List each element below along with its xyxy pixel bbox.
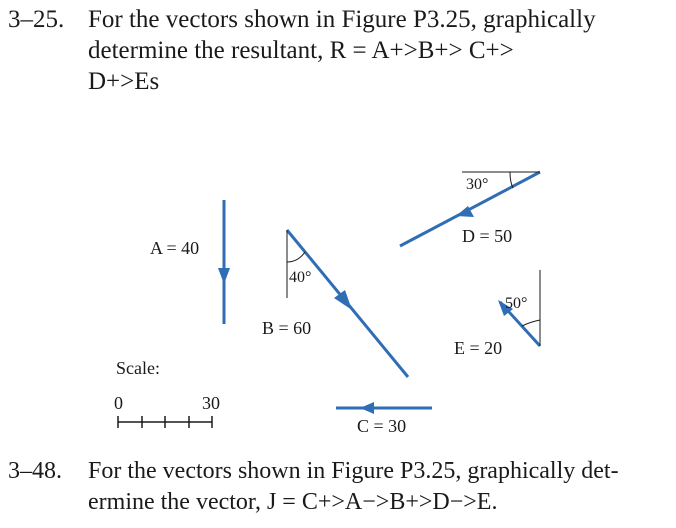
scale-start-label: 0	[114, 393, 123, 413]
vector-d-label: D = 50	[462, 226, 513, 246]
vector-a-label: A = 40	[150, 238, 200, 258]
problem-text	[88, 456, 619, 518]
vector-c-arrowhead	[360, 402, 374, 414]
vector-b-angle-arc	[287, 252, 305, 262]
problem-line: determine the resultant, R = A+>B+> C+>	[88, 37, 514, 64]
problem-line: For the vectors shown in Figure P3.25, graphically det-	[88, 458, 619, 484]
problem-number: 3–25.	[8, 6, 65, 33]
vector-d-angle-label: 30°	[466, 176, 489, 193]
problem-line: D+>Es	[88, 68, 160, 95]
vector-b-angle-label: 40°	[289, 269, 312, 286]
vector-e-angle-label: 50°	[505, 295, 528, 312]
problem-line: For the vectors shown in Figure P3.25, graphically	[88, 6, 596, 33]
scale-end-label: 30	[202, 393, 220, 413]
vector-b-label: B = 60	[262, 318, 312, 338]
vector-a-arrowhead	[218, 268, 230, 284]
problem-line: ermine the vector, J = C+>A−>B+>D−>E.	[88, 489, 498, 515]
vector-c-label: C = 30	[357, 416, 407, 436]
vector-b-arrowhead	[334, 290, 352, 310]
vector-e-label: E = 20	[454, 338, 503, 358]
scale-title: Scale:	[116, 358, 160, 378]
vector-e-angle-arc	[522, 320, 540, 326]
problem-number: 3–48.	[8, 458, 62, 484]
